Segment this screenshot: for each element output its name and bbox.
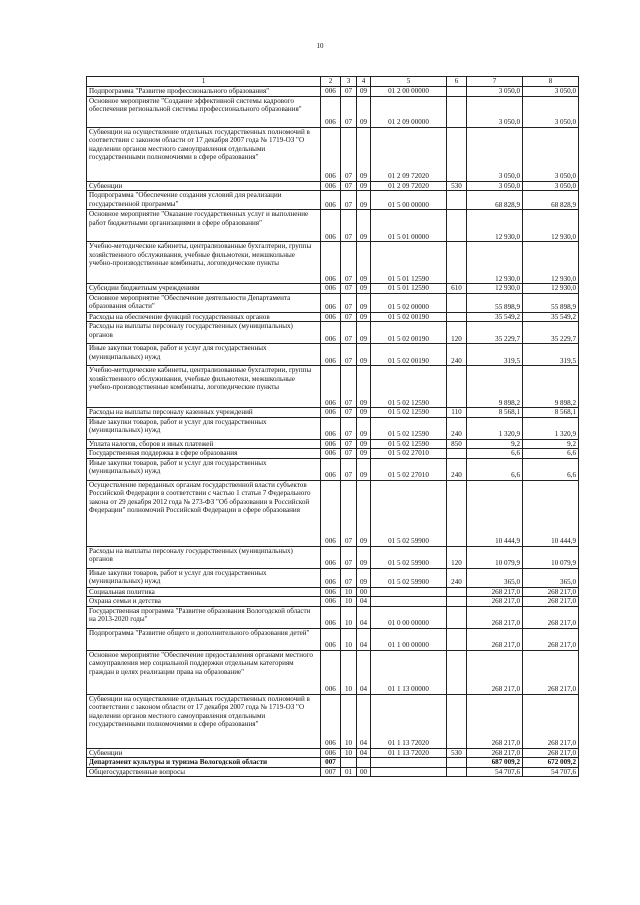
subsection-code: 09: [357, 408, 371, 418]
target-article-code: 01 5 00 00000: [371, 191, 447, 210]
subsection-code: 04: [357, 694, 371, 748]
subsection-code: 09: [357, 480, 371, 546]
amount-col8: 55 898,9: [523, 293, 579, 312]
table-row: [87, 87, 579, 97]
amount-col8: 35 229,7: [523, 322, 579, 344]
row-name: Иные закупки товаров, работ и услуг для государственных (муниципальных) нужд: [87, 344, 321, 366]
ministry-code: 006: [321, 366, 341, 408]
subsection-code: 04: [357, 606, 371, 628]
ministry-code: 006: [321, 748, 341, 758]
amount-col7: 268 217,0: [467, 628, 523, 650]
target-article-code: 01 5 02 59900: [371, 568, 447, 587]
amount-col8: 268 217,0: [523, 597, 579, 607]
amount-col7: 6,6: [467, 449, 523, 459]
section-code: 07: [341, 458, 357, 480]
section-code: 10: [341, 748, 357, 758]
section-code: 10: [341, 587, 357, 597]
section-code: 07: [341, 408, 357, 418]
ministry-code: 006: [321, 480, 341, 546]
ministry-code: 006: [321, 597, 341, 607]
expense-type-code: [447, 758, 467, 768]
header-cell: 7: [467, 77, 523, 87]
table-row: [87, 312, 579, 322]
expense-type-code: 530: [447, 181, 467, 191]
amount-col7: 9,2: [467, 439, 523, 449]
subsection-code: 09: [357, 284, 371, 294]
section-code: 07: [341, 87, 357, 97]
header-cell: 6: [447, 77, 467, 87]
amount-col7: 3 050,0: [467, 181, 523, 191]
amount-col7: 10 444,9: [467, 480, 523, 546]
table-row: [87, 284, 579, 294]
subsection-code: 09: [357, 191, 371, 210]
subsection-code: 09: [357, 439, 371, 449]
amount-col7: 12 930,0: [467, 210, 523, 242]
amount-col8: 12 930,0: [523, 210, 579, 242]
section-code: 07: [341, 344, 357, 366]
target-article-code: 01 5 02 12590: [371, 439, 447, 449]
section-code: 07: [341, 96, 357, 127]
amount-col8: 268 217,0: [523, 748, 579, 758]
header-cell: 5: [371, 77, 447, 87]
section-code: 07: [341, 449, 357, 459]
target-article-code: [371, 597, 447, 607]
table-row: [87, 587, 579, 597]
table-row: [87, 344, 579, 366]
table-row: [87, 449, 579, 459]
expense-type-code: 240: [447, 458, 467, 480]
table-row: [87, 694, 579, 748]
ministry-code: 006: [321, 312, 341, 322]
target-article-code: 01 5 02 00190: [371, 322, 447, 344]
target-article-code: [371, 587, 447, 597]
target-article-code: 01 2 09 72020: [371, 127, 447, 181]
ministry-code: 006: [321, 322, 341, 344]
amount-col8: 9,2: [523, 439, 579, 449]
row-name: Расходы на обеспечение функций государственных органов: [87, 312, 321, 322]
target-article-code: 01 2 09 72020: [371, 181, 447, 191]
subsection-code: 04: [357, 597, 371, 607]
target-article-code: 01 5 02 27010: [371, 449, 447, 459]
amount-col7: 268 217,0: [467, 606, 523, 628]
row-name: Субвенции на осуществление отдельных государственных полномочий в соответствии с законом области от 17 декабря 2007 года № 1719-ОЗ "О наделении органов местного самоуправления отдельными государственными полномочиями в сфере образования": [87, 694, 321, 748]
row-name: Субвенции: [87, 748, 321, 758]
target-article-code: 01 5 02 00190: [371, 344, 447, 366]
amount-col8: 12 930,0: [523, 242, 579, 284]
expense-type-code: 240: [447, 568, 467, 587]
subsection-code: 09: [357, 127, 371, 181]
section-code: 07: [341, 568, 357, 587]
section-code: 07: [341, 312, 357, 322]
section-code: 07: [341, 480, 357, 546]
amount-col8: 35 549,2: [523, 312, 579, 322]
expense-type-code: [447, 127, 467, 181]
subsection-code: 09: [357, 322, 371, 344]
row-name: Государственная поддержка в сфере образования: [87, 449, 321, 459]
subsection-code: 04: [357, 628, 371, 650]
target-article-code: 01 5 02 27010: [371, 458, 447, 480]
target-article-code: 01 5 02 12590: [371, 366, 447, 408]
target-article-code: 01 1 13 72020: [371, 748, 447, 758]
table-row: [87, 366, 579, 408]
row-name: Общегосударственные вопросы: [87, 767, 321, 777]
ministry-code: 006: [321, 587, 341, 597]
target-article-code: 01 2 09 00000: [371, 96, 447, 127]
amount-col7: 268 217,0: [467, 587, 523, 597]
target-article-code: 01 5 02 12590: [371, 417, 447, 439]
amount-col7: 365,0: [467, 568, 523, 587]
target-article-code: 01 1 00 00000: [371, 628, 447, 650]
amount-col7: 268 217,0: [467, 694, 523, 748]
section-code: 10: [341, 628, 357, 650]
subsection-code: 09: [357, 181, 371, 191]
section-code: 07: [341, 293, 357, 312]
header-cell: 1: [87, 77, 321, 87]
ministry-code: 006: [321, 210, 341, 242]
subsection-code: 00: [357, 767, 371, 777]
subsection-code: 00: [357, 587, 371, 597]
section-code: 07: [341, 181, 357, 191]
expense-type-code: [447, 449, 467, 459]
ministry-code: 006: [321, 191, 341, 210]
table-row: [87, 191, 579, 210]
section-code: 10: [341, 606, 357, 628]
row-name: Охрана семьи и детства: [87, 597, 321, 607]
amount-col7: 35 549,2: [467, 312, 523, 322]
target-article-code: [371, 767, 447, 777]
amount-col7: 687 009,2: [467, 758, 523, 768]
amount-col7: 10 079,9: [467, 546, 523, 568]
ministry-code: 006: [321, 568, 341, 587]
ministry-code: 006: [321, 284, 341, 294]
row-name: Расходы на выплаты персоналу казенных учреждений: [87, 408, 321, 418]
expense-type-code: 110: [447, 408, 467, 418]
subsection-code: 09: [357, 449, 371, 459]
amount-col7: 268 217,0: [467, 650, 523, 694]
amount-col7: 12 930,0: [467, 284, 523, 294]
section-code: 10: [341, 650, 357, 694]
section-code: 01: [341, 767, 357, 777]
target-article-code: 01 5 02 59900: [371, 546, 447, 568]
amount-col8: 268 217,0: [523, 587, 579, 597]
expense-type-code: [447, 312, 467, 322]
amount-col8: 10 444,9: [523, 480, 579, 546]
target-article-code: 01 5 01 12590: [371, 242, 447, 284]
row-name: Иные закупки товаров, работ и услуг для государственных (муниципальных) нужд: [87, 568, 321, 587]
row-name: Субвенции на осуществление отдельных государственных полномочий в соответствии с законом области от 17 декабря 2007 года № 1719-ОЗ "О наделении органов местного самоуправления отдельными государственными полномочиями в сфере образования": [87, 127, 321, 181]
expense-type-code: 120: [447, 546, 467, 568]
expense-type-code: [447, 366, 467, 408]
section-code: 07: [341, 439, 357, 449]
ministry-code: 006: [321, 96, 341, 127]
amount-col7: 6,6: [467, 458, 523, 480]
row-name: Осуществление переданных органам государственной власти субъектов Российской Федерации в соответствии с частью 1 статьи 7 Федерального закона от 29 декабря 2012 года № 273-ФЗ "Об образовании в Российской Федерации" полномочий Российской Федерации в сфере образования: [87, 480, 321, 546]
table-row: [87, 242, 579, 284]
expense-type-code: [447, 210, 467, 242]
table-row: [87, 293, 579, 312]
table-row: [87, 210, 579, 242]
ministry-code: 006: [321, 546, 341, 568]
amount-col7: 54 707,6: [467, 767, 523, 777]
subsection-code: 04: [357, 748, 371, 758]
amount-col7: 55 898,9: [467, 293, 523, 312]
table-row: [87, 628, 579, 650]
expense-type-code: [447, 242, 467, 284]
target-article-code: [371, 758, 447, 768]
header-cell: 4: [357, 77, 371, 87]
ministry-code: 007: [321, 767, 341, 777]
subsection-code: 09: [357, 344, 371, 366]
section-code: 07: [341, 191, 357, 210]
amount-col8: 6,6: [523, 449, 579, 459]
amount-col7: 268 217,0: [467, 597, 523, 607]
ministry-code: 006: [321, 87, 341, 97]
ministry-code: 006: [321, 650, 341, 694]
target-article-code: 01 5 02 00190: [371, 312, 447, 322]
table-row: [87, 767, 579, 777]
amount-col8: 268 217,0: [523, 694, 579, 748]
row-name: Основное мероприятие "Обеспечение предоставления органами местного самоуправления мер социальной поддержки отдельным категориям граждан в целях реализации права на образование": [87, 650, 321, 694]
amount-col8: 8 568,1: [523, 408, 579, 418]
expense-type-code: [447, 650, 467, 694]
row-name: Департамент культуры и туризма Вологодской области: [87, 758, 321, 768]
header-cell: 2: [321, 77, 341, 87]
expense-type-code: [447, 293, 467, 312]
expense-type-code: 120: [447, 322, 467, 344]
expense-type-code: 240: [447, 344, 467, 366]
ministry-code: 006: [321, 439, 341, 449]
amount-col8: 319,5: [523, 344, 579, 366]
header-row: [87, 77, 579, 87]
subsection-code: 09: [357, 312, 371, 322]
section-code: 07: [341, 127, 357, 181]
ministry-code: 006: [321, 181, 341, 191]
expense-type-code: [447, 694, 467, 748]
expense-type-code: [447, 191, 467, 210]
subsection-code: 09: [357, 293, 371, 312]
table-row: [87, 650, 579, 694]
row-name: Основное мероприятие "Оказание государственных услуг и выполнение работ бюджетными организациями в сфере образования": [87, 210, 321, 242]
table-row: [87, 606, 579, 628]
row-name: Уплата налогов, сборов и иных платежей: [87, 439, 321, 449]
expense-type-code: 530: [447, 748, 467, 758]
ministry-code: 006: [321, 242, 341, 284]
amount-col8: 268 217,0: [523, 650, 579, 694]
ministry-code: 006: [321, 127, 341, 181]
table-row: [87, 748, 579, 758]
target-article-code: 01 5 02 00000: [371, 293, 447, 312]
target-article-code: 01 2 00 00000: [371, 87, 447, 97]
table-row: [87, 458, 579, 480]
subsection-code: 09: [357, 87, 371, 97]
ministry-code: 006: [321, 694, 341, 748]
ministry-code: 006: [321, 458, 341, 480]
target-article-code: 01 5 02 59900: [371, 480, 447, 546]
budget-table: [86, 76, 579, 777]
ministry-code: 006: [321, 606, 341, 628]
section-code: 10: [341, 694, 357, 748]
ministry-code: 006: [321, 449, 341, 459]
expense-type-code: 850: [447, 439, 467, 449]
amount-col7: 35 229,7: [467, 322, 523, 344]
row-name: Основное мероприятие "Создание эффективной системы кадрового обеспечения региональной системы профессионального образования": [87, 96, 321, 127]
subsection-code: 09: [357, 458, 371, 480]
subsection-code: 09: [357, 210, 371, 242]
subsection-code: 09: [357, 546, 371, 568]
amount-col8: 3 050,0: [523, 127, 579, 181]
table-row: [87, 417, 579, 439]
section-code: 07: [341, 210, 357, 242]
table-row: [87, 439, 579, 449]
ministry-code: 006: [321, 344, 341, 366]
ministry-code: 007: [321, 758, 341, 768]
amount-col8: 268 217,0: [523, 606, 579, 628]
amount-col7: 3 050,0: [467, 87, 523, 97]
expense-type-code: [447, 587, 467, 597]
table-row: [87, 127, 579, 181]
row-name: Иные закупки товаров, работ и услуг для государственных (муниципальных) нужд: [87, 417, 321, 439]
amount-col8: 3 050,0: [523, 181, 579, 191]
row-name: Расходы на выплаты персоналу государственных (муниципальных) органов: [87, 546, 321, 568]
amount-col7: 9 898,2: [467, 366, 523, 408]
target-article-code: 01 5 02 12590: [371, 408, 447, 418]
amount-col8: 365,0: [523, 568, 579, 587]
table-row: [87, 181, 579, 191]
section-code: 07: [341, 366, 357, 408]
row-name: Учебно-методические кабинеты, централизованные бухгалтерии, группы хозяйственного обслуживания, учебные фильмотеки, межшкольные учебно-производственные комбинаты, логопедические пункты: [87, 366, 321, 408]
expense-type-code: 240: [447, 417, 467, 439]
amount-col8: 6,6: [523, 458, 579, 480]
ministry-code: 006: [321, 417, 341, 439]
subsection-code: 09: [357, 242, 371, 284]
table-row: [87, 322, 579, 344]
target-article-code: 01 5 01 12590: [371, 284, 447, 294]
section-code: 07: [341, 284, 357, 294]
amount-col8: 12 930,0: [523, 284, 579, 294]
ministry-code: 006: [321, 293, 341, 312]
subsection-code: 09: [357, 366, 371, 408]
amount-col7: 319,5: [467, 344, 523, 366]
expense-type-code: [447, 767, 467, 777]
row-name: Подпрограмма "Обеспечение создания условий для реализации государственной программы": [87, 191, 321, 210]
ministry-code: 006: [321, 408, 341, 418]
target-article-code: 01 1 13 00000: [371, 650, 447, 694]
section-code: 10: [341, 597, 357, 607]
table-row: [87, 408, 579, 418]
table-row: [87, 597, 579, 607]
target-article-code: 01 5 01 00000: [371, 210, 447, 242]
subsection-code: [357, 758, 371, 768]
expense-type-code: [447, 628, 467, 650]
expense-type-code: 610: [447, 284, 467, 294]
row-name: Учебно-методические кабинеты, централизованные бухгалтерии, группы хозяйственного обслуживания, учебные фильмотеки, межшкольные учебно-производственные комбинаты, логопедические пункты: [87, 242, 321, 284]
amount-col7: 68 828,9: [467, 191, 523, 210]
row-name: Социальная политика: [87, 587, 321, 597]
amount-col7: 12 930,0: [467, 242, 523, 284]
subsection-code: 04: [357, 650, 371, 694]
section-code: [341, 758, 357, 768]
subsection-code: 09: [357, 568, 371, 587]
section-code: 07: [341, 546, 357, 568]
subsection-code: 09: [357, 96, 371, 127]
section-code: 07: [341, 322, 357, 344]
subsection-code: 09: [357, 417, 371, 439]
expense-type-code: [447, 597, 467, 607]
row-name: Основное мероприятие "Обеспечение деятельности Департамента образования области": [87, 293, 321, 312]
section-code: 07: [341, 417, 357, 439]
table-row: [87, 568, 579, 587]
table-row: [87, 546, 579, 568]
target-article-code: 01 1 13 72020: [371, 694, 447, 748]
amount-col8: 3 050,0: [523, 96, 579, 127]
table-row: [87, 96, 579, 127]
amount-col8: 268 217,0: [523, 628, 579, 650]
amount-col7: 3 050,0: [467, 127, 523, 181]
ministry-code: 006: [321, 628, 341, 650]
amount-col8: 1 320,9: [523, 417, 579, 439]
amount-col7: 3 050,0: [467, 96, 523, 127]
amount-col8: 672 009,2: [523, 758, 579, 768]
row-name: Подпрограмма "Развитие общего и дополнительного образования детей": [87, 628, 321, 650]
expense-type-code: [447, 606, 467, 628]
table-row: [87, 758, 579, 768]
header-cell: 3: [341, 77, 357, 87]
row-name: Государственная программа "Развитие образования Вологодской области на 2013-2020 годы": [87, 606, 321, 628]
expense-type-code: [447, 87, 467, 97]
section-code: 07: [341, 242, 357, 284]
amount-col8: 68 828,9: [523, 191, 579, 210]
row-name: Расходы на выплаты персоналу государственных (муниципальных) органов: [87, 322, 321, 344]
amount-col8: 3 050,0: [523, 87, 579, 97]
page-number: 10: [316, 42, 324, 50]
amount-col8: 10 079,9: [523, 546, 579, 568]
amount-col7: 8 568,1: [467, 408, 523, 418]
target-article-code: 01 0 00 00000: [371, 606, 447, 628]
row-name: Подпрограмма "Развитие профессионального образования": [87, 87, 321, 97]
amount-col7: 1 320,9: [467, 417, 523, 439]
amount-col8: 54 707,6: [523, 767, 579, 777]
amount-col8: 9 898,2: [523, 366, 579, 408]
row-name: Субсидии бюджетным учреждениям: [87, 284, 321, 294]
amount-col7: 268 217,0: [467, 748, 523, 758]
row-name: Иные закупки товаров, работ и услуг для государственных (муниципальных) нужд: [87, 458, 321, 480]
row-name: Субвенции: [87, 181, 321, 191]
expense-type-code: [447, 96, 467, 127]
expense-type-code: [447, 480, 467, 546]
table-row: [87, 480, 579, 546]
header-cell: 8: [523, 77, 579, 87]
